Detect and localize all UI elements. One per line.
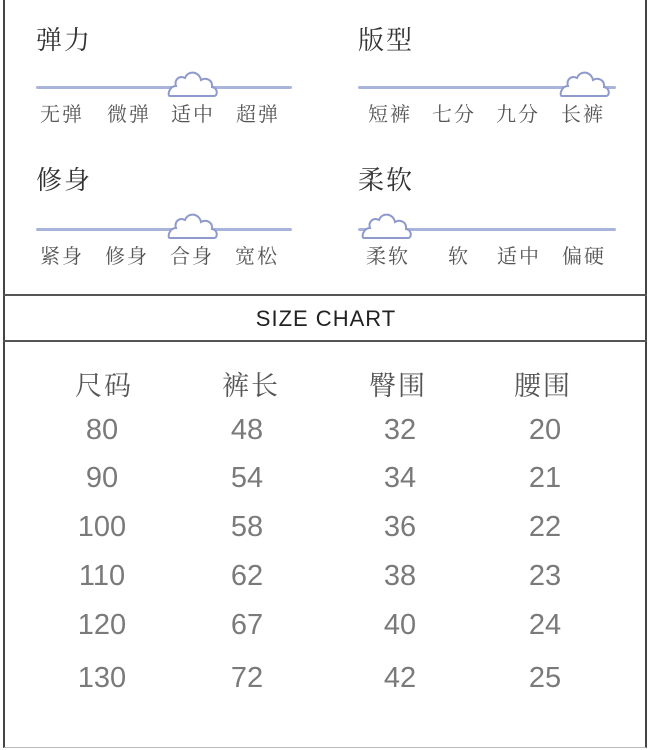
section-divider xyxy=(3,294,647,296)
attribute-fit-length xyxy=(358,20,618,130)
cloud-marker-icon xyxy=(166,66,218,100)
table-cell: 67 xyxy=(230,609,264,641)
attribute-title: 修身 xyxy=(36,166,93,196)
table-cell: 62 xyxy=(230,560,264,592)
size-chart-title: SIZE CHART xyxy=(255,306,397,331)
scale-label: 九分 xyxy=(496,102,540,126)
table-cell: 100 xyxy=(77,511,127,543)
attribute-title: 弹力 xyxy=(36,26,93,56)
cloud-marker-icon xyxy=(166,208,218,242)
attribute-slim xyxy=(36,160,296,270)
table-cell: 110 xyxy=(78,560,126,592)
table-cell: 90 xyxy=(85,462,119,494)
table-cell: 40 xyxy=(383,609,417,641)
table-cell: 21 xyxy=(528,462,562,494)
table-cell: 38 xyxy=(383,560,417,592)
table-cell: 80 xyxy=(85,414,119,446)
table-cell: 20 xyxy=(528,414,562,446)
table-cell: 24 xyxy=(528,609,562,641)
cloud-marker-icon xyxy=(360,208,412,242)
table-cell: 25 xyxy=(528,662,562,694)
table-cell: 48 xyxy=(230,414,264,446)
scale-label: 适中 xyxy=(497,244,541,268)
scale-label: 短裤 xyxy=(368,102,412,126)
scale-label: 偏硬 xyxy=(562,244,606,268)
column-header-size: 尺码 xyxy=(75,371,133,402)
scale-label: 微弹 xyxy=(107,102,151,126)
scale-label: 修身 xyxy=(105,244,149,268)
scale-label: 七分 xyxy=(432,102,476,126)
scale-label: 无弹 xyxy=(40,102,84,126)
table-cell: 54 xyxy=(230,462,264,494)
table-cell: 22 xyxy=(528,511,562,543)
scale-label-selected: 长裤 xyxy=(561,102,605,126)
table-cell: 130 xyxy=(77,662,127,694)
scale-label-selected: 合身 xyxy=(170,244,214,268)
table-cell: 72 xyxy=(230,662,264,694)
table-cell: 32 xyxy=(383,414,417,446)
scale-label: 超弹 xyxy=(236,102,280,126)
scale-line xyxy=(36,228,292,231)
table-cell: 58 xyxy=(230,511,264,543)
scale-label: 宽松 xyxy=(235,244,279,268)
attribute-softness xyxy=(358,160,618,270)
table-cell: 36 xyxy=(383,511,417,543)
attribute-elasticity xyxy=(36,20,296,130)
column-header-waist: 腰围 xyxy=(514,371,572,402)
column-header-length: 裤长 xyxy=(222,371,280,402)
scale-label-selected: 柔软 xyxy=(366,244,410,268)
table-cell: 120 xyxy=(77,609,127,641)
scale-label: 紧身 xyxy=(40,244,84,268)
scale-label-selected: 适中 xyxy=(171,102,215,126)
table-cell: 34 xyxy=(383,462,417,494)
section-divider xyxy=(3,340,647,342)
table-cell: 42 xyxy=(383,662,417,694)
scale-line xyxy=(36,86,292,89)
attribute-title: 柔软 xyxy=(358,166,415,196)
column-header-hip: 臀围 xyxy=(369,371,427,402)
cloud-marker-icon xyxy=(558,66,610,100)
attribute-title: 版型 xyxy=(358,26,415,56)
table-cell: 23 xyxy=(528,560,562,592)
scale-label: 软 xyxy=(448,244,470,268)
